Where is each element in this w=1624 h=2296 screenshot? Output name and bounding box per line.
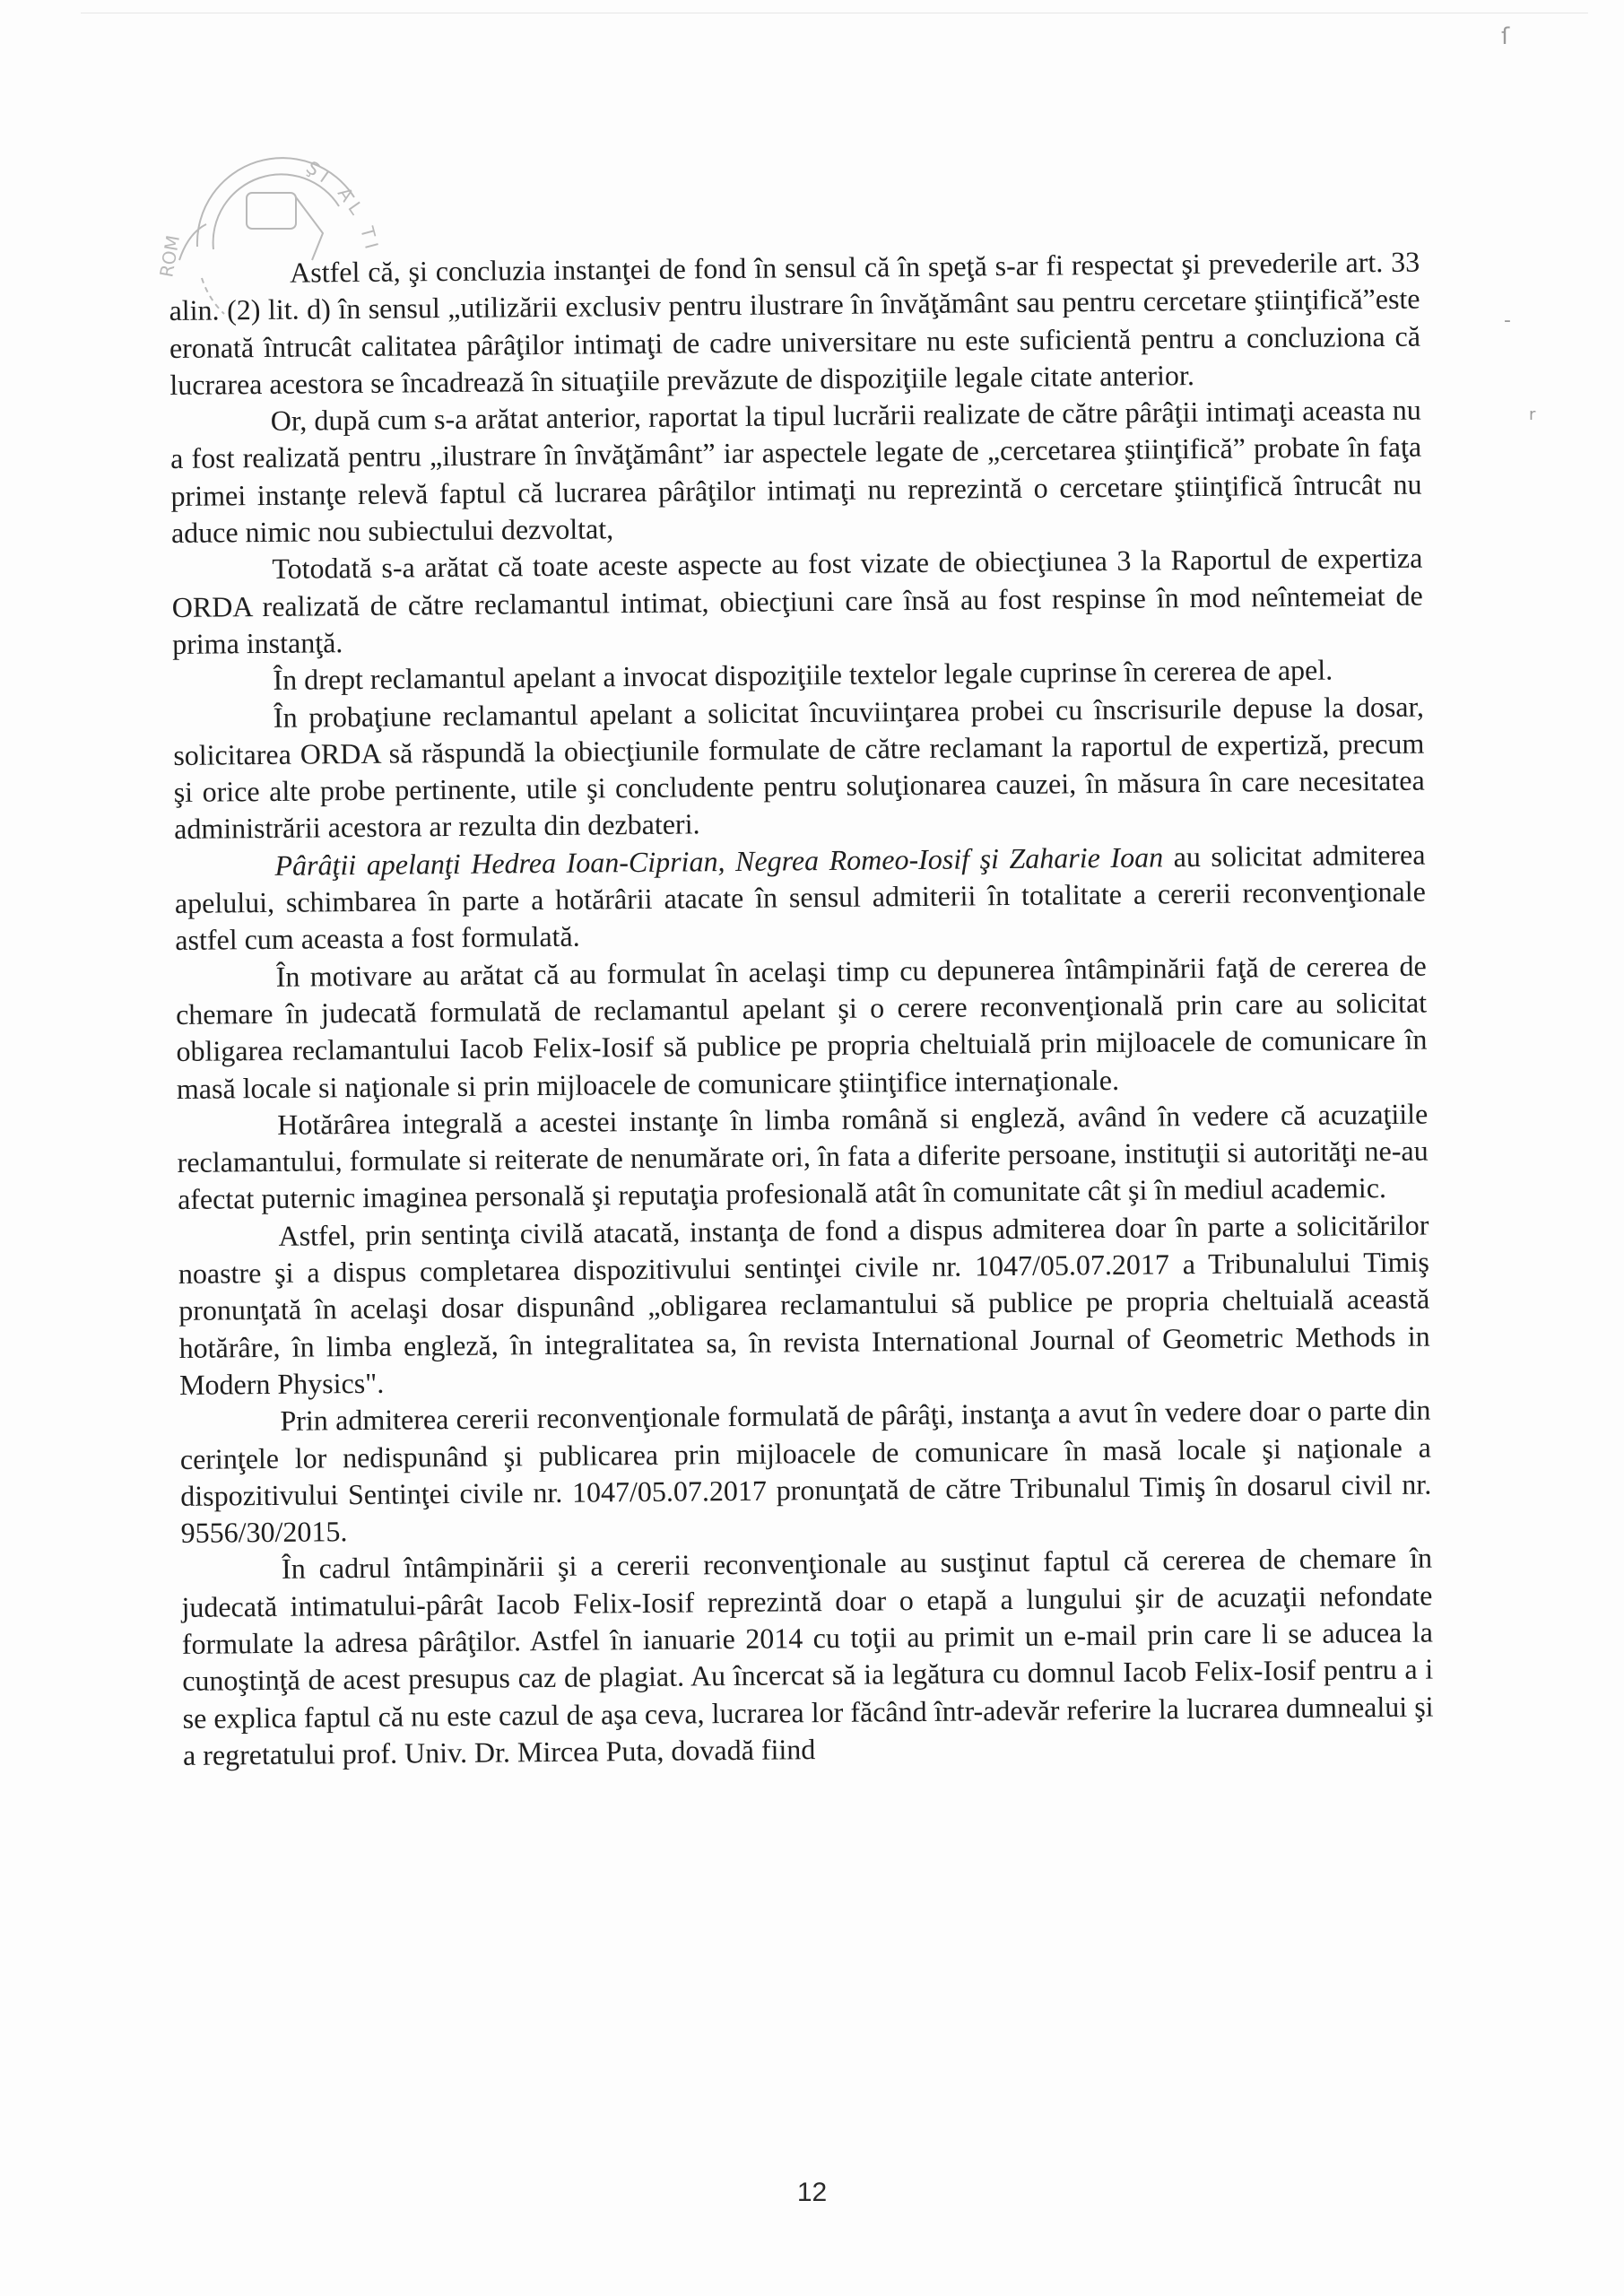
paragraph [174,836,1426,959]
paragraph: Astfel că, şi concluzia instanţei de fond în sensul că în speţă s-ar fi respectat şi prevederile art. 33 alin. (2) lit. d) în sensul „utilizării exclusiv pentru ilustrare în învăţământ sau pentru cercetare ştiinţifică”este eronată întrucât calitatea pârâţilor intimaţi de cadre universitare nu este suficientă pentru a concluziona că lucrarea acestora se încadrează în situaţiile prevăzute de dispoziţiile legale citate anterior. [169,245,1421,401]
paragraph: Totodată s-a arătat că toate aceste aspecte au fost vizate de obiecţiunea 3 la Raportul de expertiza ORDA realizată de către reclamantul intimat, obiecţiuni care însă au fost respinse în mod neîntemeiat de prima instanţă. [171,541,1423,660]
italic-parties-lead: Pârâţii apelanţi Hedrea Ioan-Ciprian, Negrea Romeo-Iosif şi Zaharie Ioan [274,840,1164,882]
paragraph: Or, după cum s-a arătat anterior, raportat la tipul lucrării realizate de către pârâţii intimaţi aceasta nu a fost realizată pentru „ilustrare în învăţământ” iar aspectele legate de „cercetarea ştiinţifică” probate în faţa primei instanţe relevă faptul că lucrarea pârâţilor intimaţi nu reprezintă o cercetare ştiinţifică întrucât nu aduce nimic nou subiectului dezvoltat, [170,393,1422,550]
svg-text:A L: A L [333,183,368,219]
paragraph: În cadrul întâmpinării şi a cererii reconvenţionale au susţinut faptul că cererea de chemare în judecată intimatului-pârât Iacob Felix-Iosif reprezintă doar o etapă a lungului şir de acuzaţii nefondate formulate la adresa pârâţilor. Astfel în ianuarie 2014 cu toţii au primit un e-mail prin care li se aducea la cunoştinţă de acest presupus caz de plagiat. Au încercat să ia legătura cu domnul Iacob Felix-Iosif pentru a i se explica faptul că nu este cazul de aşa ceva, lucrarea lor făcând într-adevăr referire la lucrarea dumnealui şi a regretatului prof. Univ. Dr. Mircea Puta, dovadă fiind [181,1541,1434,1771]
paragraph-text: au solicitat admiterea apelului, schimbarea în parte a hotărârii atacate în sensul admiterii în totalitate a cererii reconvenţionale astfel cum aceasta a fost formulată. [174,838,1427,957]
paragraph: Prin admiterea cererii reconvenţionale formulată de pârâţi, instanţa a avut în vedere doar o parte din cerinţele lor nedispunând şi publicarea prin mijloacele de comunicare în masă locale şi naţionale a dispozitivului Sentinţei civile nr. 1047/05.07.2017 pronunţată de către Tribunalul Timiş în dosarul civil nr. 9556/30/2015. [179,1393,1432,1550]
paragraph: În drept reclamantul apelant a invocat dispoziţiile textelor legale cuprinse în cererea de apel. [273,653,1333,697]
svg-text:T I: T I [356,224,383,251]
paragraph: Hotărârea integrală a acestei instanţe în limba română si engleză, având în vedere că acuzaţiile reclamantului, formulate si reiterate de nenumărate ori, în fata a diferite persoane, instituţii si autorităţi ne-au afectat puternic imaginea personală şi reputaţia profesională atât în comunitate cât şi în mediul academic. [177,1097,1429,1216]
paragraph: În motivare au arătat că au formulat în acelaşi timp cu depunerea întâmpinării faţă de cererea de chemare în judecată formulată de reclamantul apelant şi o cerere reconvenţională prin care au solicitat obligarea reclamantului Iacob Felix-Iosif să publice pe propria cheltuială prin mijloacele de comunicare în masă locale si naţionale si prin mijloacele de comunicare ştiinţifice internaţionale. [175,949,1428,1105]
document-body [169,244,1434,1774]
margin-mark: - [1504,309,1511,332]
page-number: 12 [796,2178,828,2207]
paragraph: În probaţiune reclamantul apelant a solicitat încuviinţarea probei cu înscrisurile depuse la dosar, solicitarea ORDA să răspundă la obiecţiunile formulate de către reclamant la raportul de expertiză, precum şi orice alte probe pertinente, utile şi concludente pentru soluţionarea cauzei, în măsura în care necesitatea administrării acestora ar rezulta din dezbateri. [173,690,1425,846]
margin-mark: r [1529,405,1536,424]
paragraph: Astfel, prin sentinţa civilă atacată, instanţa de fond a dispus admiterea doar în parte a solicitărilor noastre şi a dispus completarea dispozitivului sentinţei civile nr. 1047/05.07.2017 a Tribunalului Timiş pronunţată în acelaşi dosar dispunând „obligarea reclamantului să publice pe propria cheltuială această hotărâre, în limba engleză, în integralitatea sa, în revista International Journal of Geometric Methods in Modern Physics". [178,1208,1430,1401]
svg-text:ROM: ROM [155,233,185,279]
svg-text:Ş I: Ş I [302,156,334,187]
margin-mark: ſ [1501,23,1510,50]
